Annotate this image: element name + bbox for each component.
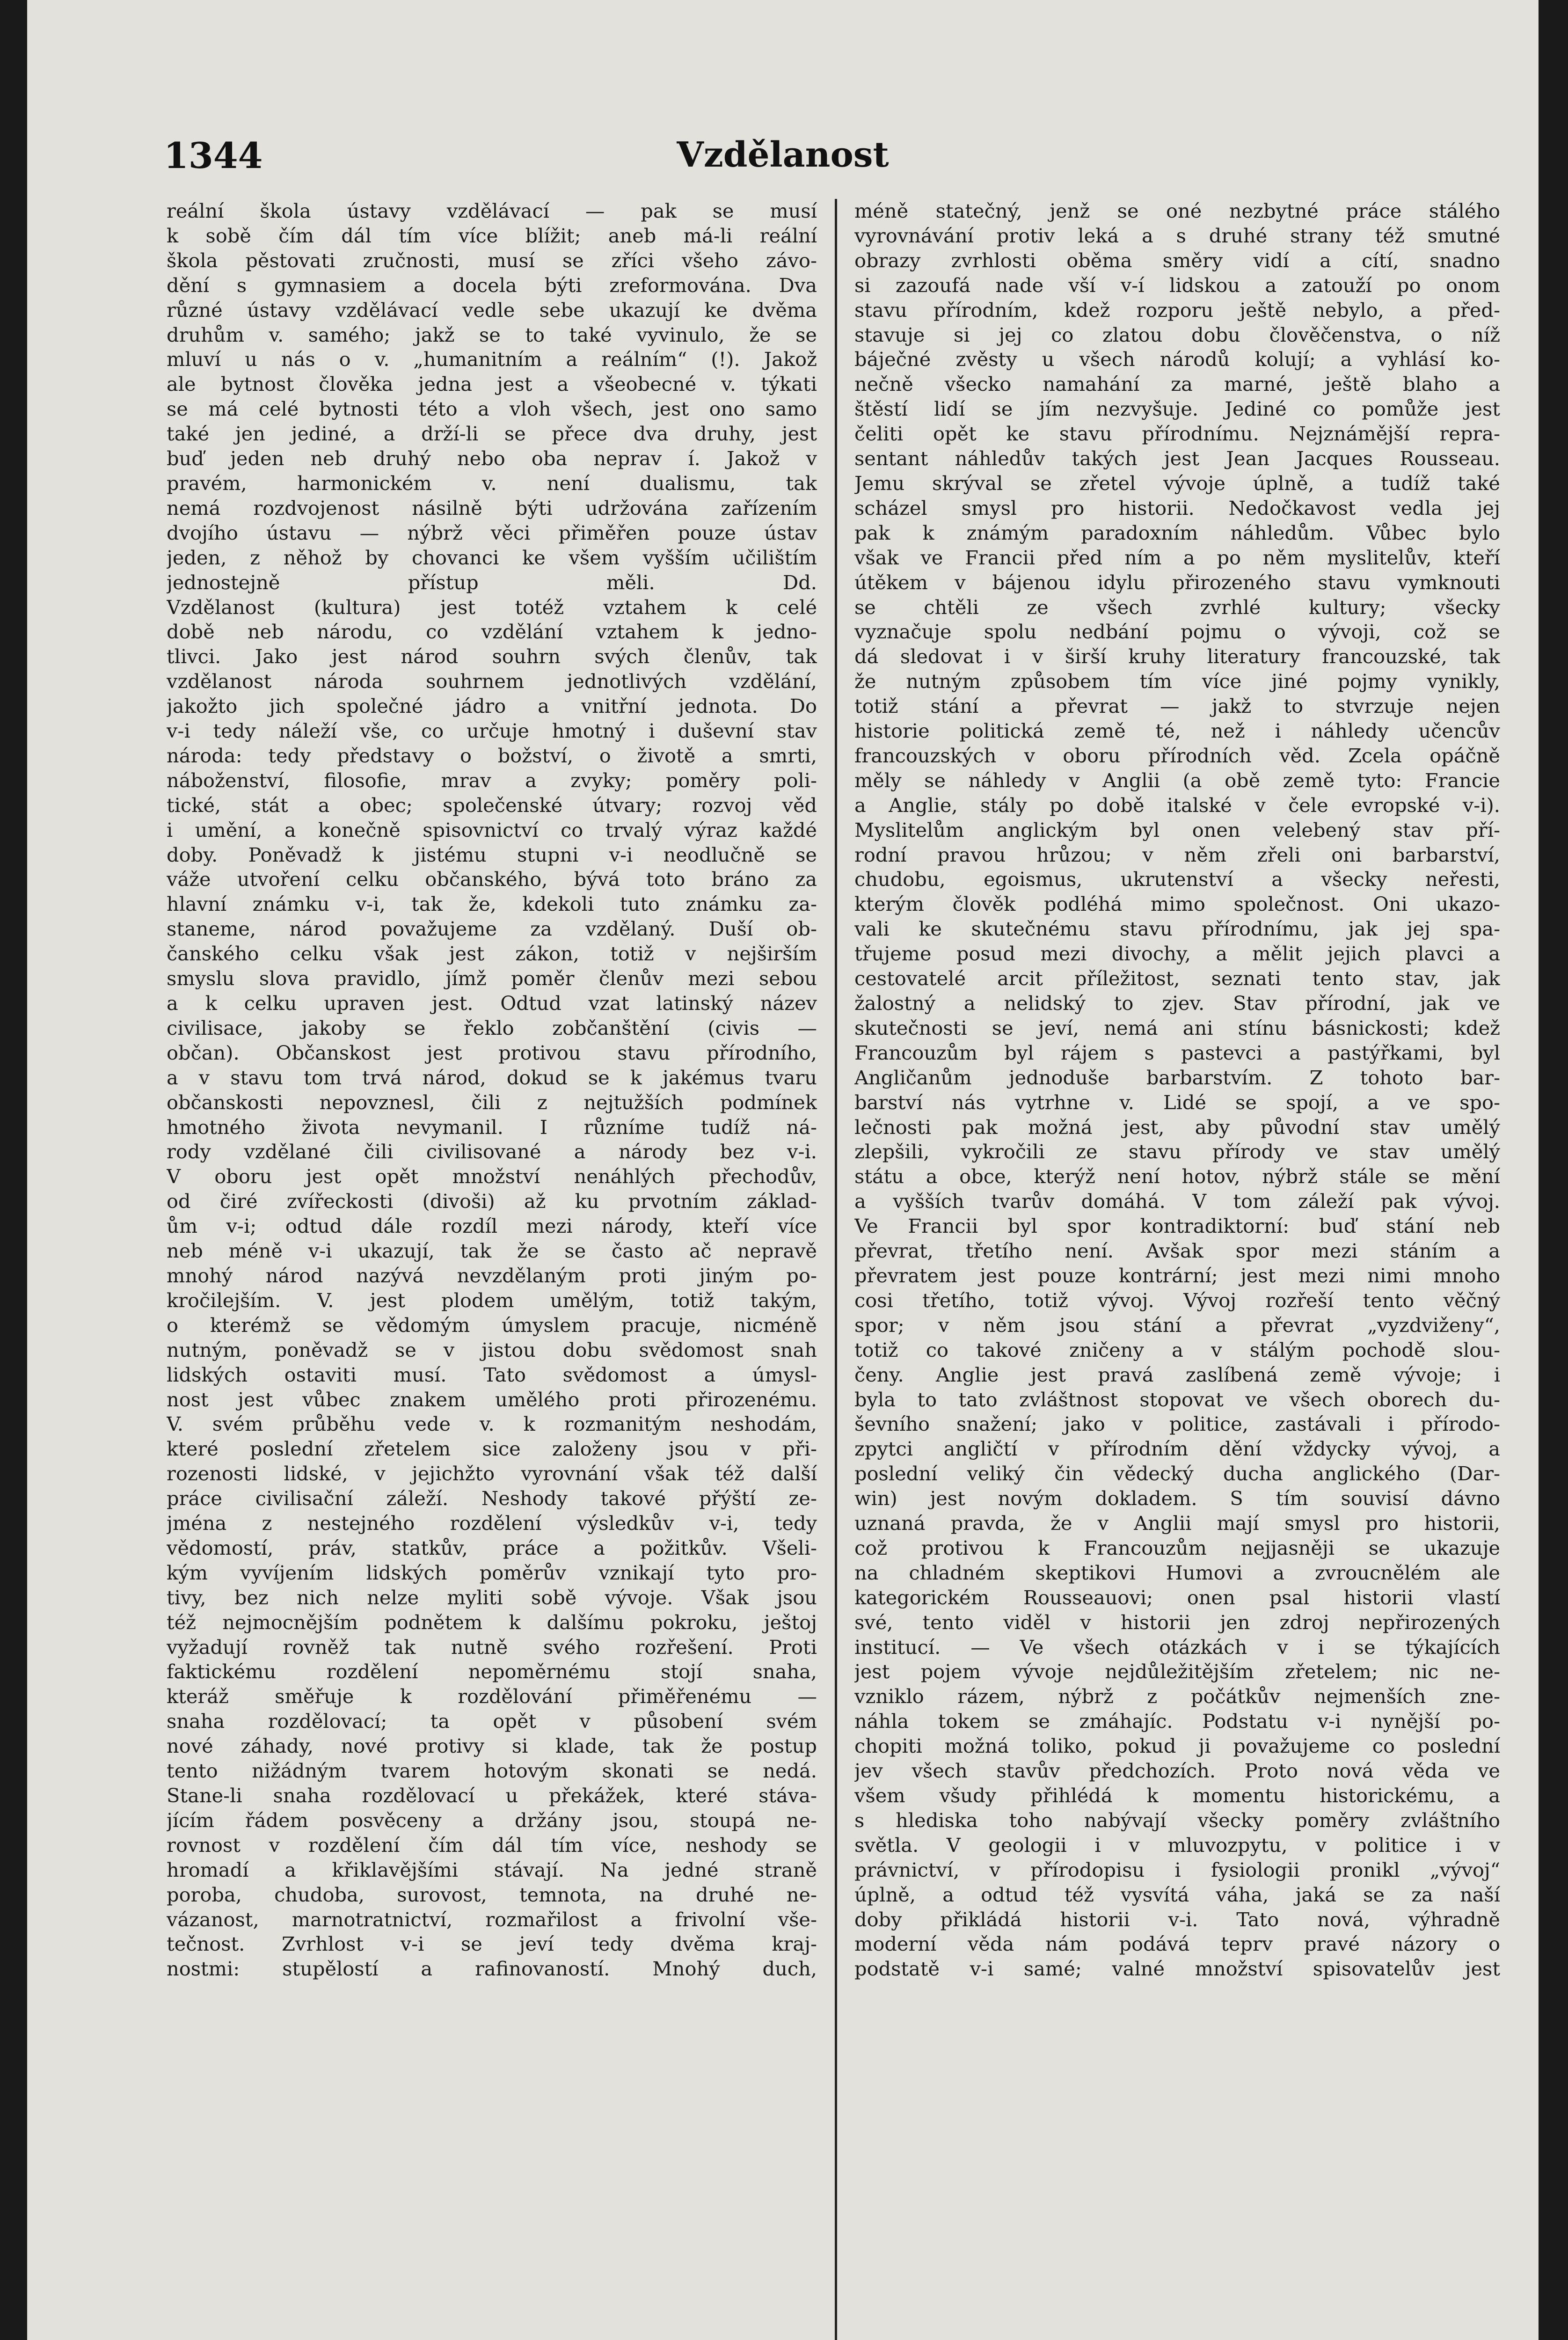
text-line: škola pěstovati zručnosti, musí se zříci všeho závo- bbox=[167, 249, 817, 272]
text-line: Angličanům jednoduše barbarstvím. Z tohoto bar- bbox=[854, 1066, 1500, 1089]
text-line: jest pojem vývoje nejdůležitějším zřetelem; nic ne- bbox=[854, 1660, 1500, 1683]
text-line: Jemu skrýval se zřetel vývoje úplně, a tudíž také bbox=[854, 471, 1500, 495]
text-line: o kterémž se vědomým úmyslem pracuje, nicméně bbox=[167, 1313, 817, 1337]
text-line: rodní pravou hrůzou; v něm zřeli oni barbarství, bbox=[854, 843, 1500, 866]
text-line: kategorickém Rousseauovi; onen psal historii vlastí bbox=[854, 1586, 1500, 1609]
text-line: byla to tato zvláštnost stopovat ve všech oborech du- bbox=[854, 1388, 1500, 1411]
text-line: tento nižádným tvarem hotovým skonati se nedá. bbox=[167, 1759, 817, 1783]
text-line: nost jest vůbec znakem umělého proti přirozenému. bbox=[167, 1388, 817, 1411]
text-line: moderní věda nám podává teprv pravé názory o bbox=[854, 1932, 1500, 1956]
left-text-column bbox=[167, 199, 817, 2340]
text-line: Myslitelům anglickým byl onen velebený stav pří- bbox=[854, 818, 1500, 841]
text-line: barství nás vytrhne v. Lidé se spojí, a ve spo- bbox=[854, 1090, 1500, 1114]
text-line: které poslední zřetelem sice založeny jsou v při- bbox=[167, 1437, 817, 1461]
text-line: čeliti opět ke stavu přírodnímu. Nejznámější repra- bbox=[854, 422, 1500, 446]
text-line: ale bytnost člověka jedna jest a všeobecné v. týkati bbox=[167, 373, 817, 396]
text-line: uznaná pravda, že v Anglii mají smysl pro historii, bbox=[854, 1512, 1500, 1535]
text-line: institucí. — Ve všech otázkách v i se týkajících bbox=[854, 1635, 1500, 1659]
right-text-column bbox=[854, 199, 1500, 2340]
text-line: nostmi: stupělostí a rafinovaností. Mnohý duch, bbox=[167, 1957, 817, 1981]
text-line: Vzdělanost (kultura) jest totéž vztahem k celé bbox=[167, 595, 817, 619]
text-line: štěstí lidí se jím nezvyšuje. Jediné co pomůže jest bbox=[854, 397, 1500, 421]
text-line: nutným, poněvadž se v jistou dobu svědomost snah bbox=[167, 1338, 817, 1361]
text-line: win) jest novým dokladem. S tím souvisí dávno bbox=[854, 1487, 1500, 1510]
text-line: tické, stát a obec; společenské útvary; rozvoj věd bbox=[167, 793, 817, 817]
text-line: i umění, a konečně spisovnictví co trvalý výraz každé bbox=[167, 818, 817, 841]
text-line: stavuje si jej co zlatou dobu člověčenstva, o níž bbox=[854, 323, 1500, 346]
text-line: jev všech stavův předchozích. Proto nová věda ve bbox=[854, 1759, 1500, 1783]
book-page bbox=[27, 0, 1539, 2340]
text-line: též nejmocnějším podnětem k dalšímu pokroku, ještoj bbox=[167, 1610, 817, 1634]
text-line: lidských ostaviti musí. Tato svědomost a úmysl- bbox=[167, 1363, 817, 1386]
text-line: občan). Občanskost jest protivou stavu přírodního, bbox=[167, 1041, 817, 1064]
text-line: národa: tedy představy o božství, o životě a smrti, bbox=[167, 744, 817, 767]
text-line: náhla tokem se zmáhajíc. Podstatu v-i nynější po- bbox=[854, 1710, 1500, 1733]
text-line: s hlediska toho nabývají všecky poměry zvláštního bbox=[854, 1808, 1500, 1832]
text-line: staneme, národ považujeme za vzdělaný. Duší ob- bbox=[167, 917, 817, 941]
text-line: obrazy zvrhlosti oběma směry vidí a cítí, snadno bbox=[854, 249, 1500, 272]
text-line: kterým člověk podléhá mimo společnost. Oni ukazo- bbox=[854, 892, 1500, 916]
text-line: třujeme posud mezi divochy, a mělit jejich plavci a bbox=[854, 942, 1500, 965]
text-line: převratem jest pouze kontrární; jest mezi nimi mnoho bbox=[854, 1264, 1500, 1287]
text-line: také jen jediné, a drží-li se přece dva druhy, jest bbox=[167, 422, 817, 446]
text-line: podstatě v-i samé; valné množství spisovatelův jest bbox=[854, 1957, 1500, 1981]
text-line: vyznačuje spolu nedbání pojmu o vývoji, což se bbox=[854, 620, 1500, 644]
text-line: v-i tedy náleží vše, co určuje hmotný i duševní stav bbox=[167, 719, 817, 743]
text-line: skutečnosti se jeví, nemá ani stínu básnickosti; kdež bbox=[854, 1016, 1500, 1039]
text-line: faktickému rozdělení nepoměrnému stojí snaha, bbox=[167, 1660, 817, 1683]
text-line: ům v-i; odtud dále rozdíl mezi národy, kteří více bbox=[167, 1214, 817, 1238]
text-line: nečně všecko namahání za marné, ještě blaho a bbox=[854, 373, 1500, 396]
scan-border-right bbox=[1539, 0, 1568, 2340]
text-line: stavu přírodním, kdež rozporu ještě nebylo, a před- bbox=[854, 298, 1500, 322]
text-line: váže utvoření celku občanského, bývá toto bráno za bbox=[167, 868, 817, 891]
text-line: totiž co takové zničeny a v stálým pochodě slou- bbox=[854, 1338, 1500, 1361]
text-line: báječné zvěsty u všech národů kolují; a vyhlásí ko- bbox=[854, 348, 1500, 371]
text-line: světla. V geologii i v mluvozpytu, v politice i v bbox=[854, 1833, 1500, 1857]
text-line: úplně, a odtud též vysvítá váha, jaká se za naší bbox=[854, 1883, 1500, 1906]
text-line: však ve Francii před ním a po něm myslitelův, kteří bbox=[854, 546, 1500, 569]
text-line: ševního snažení; jako v politice, zastávali i přírodo- bbox=[854, 1412, 1500, 1436]
text-line: zlepšili, vykročili ze stavu přírody ve stav umělý bbox=[854, 1140, 1500, 1163]
text-line: pak k známým paradoxním náhledům. Vůbec bylo bbox=[854, 521, 1500, 544]
text-line: a k celku upraven jest. Odtud vzat latinský název bbox=[167, 992, 817, 1015]
text-line: sentant náhledův takých jest Jean Jacques Rousseau. bbox=[854, 447, 1500, 470]
text-line: V. svém průběhu vede v. k rozmanitým neshodám, bbox=[167, 1412, 817, 1436]
text-line: poslední veliký čin vědecký ducha anglického (Dar- bbox=[854, 1462, 1500, 1485]
text-line: tlivci. Jako jest národ souhrn svých členův, tak bbox=[167, 645, 817, 668]
text-line: a v stavu tom trvá národ, dokud se k jakémus tvaru bbox=[167, 1066, 817, 1089]
text-line: jednostejně přístup měli. Dd. bbox=[167, 570, 817, 594]
text-line: převrat, třetího není. Avšak spor mezi stáním a bbox=[854, 1239, 1500, 1263]
text-line: rozenosti lidské, v jejichžto vyrovnání však též další bbox=[167, 1462, 817, 1485]
column-divider bbox=[835, 199, 837, 2340]
text-line: státu a obce, kterýž není hotov, nýbrž stále se mění bbox=[854, 1165, 1500, 1188]
text-line: hlavní známku v-i, tak že, kdekoli tuto známku za- bbox=[167, 892, 817, 916]
text-line: V oboru jest opět množství nenáhlých přechodův, bbox=[167, 1165, 817, 1188]
text-line: čeny. Anglie jest pravá zaslíbená země vývoje; i bbox=[854, 1363, 1500, 1386]
text-line: útěkem v bájenou idylu přirozeného stavu vymknouti bbox=[854, 570, 1500, 594]
text-line: právnictví, v přírodopisu i fysiologii pronikl „vývoj“ bbox=[854, 1858, 1500, 1881]
text-line: chopiti možná toliko, pokud ji považujeme co poslední bbox=[854, 1734, 1500, 1758]
text-line: doby. Poněvadž k jistému stupni v-i neodlučně se bbox=[167, 843, 817, 866]
text-line: druhům v. samého; jakž se to také vyvinulo, že se bbox=[167, 323, 817, 346]
text-line: totiž stání a převrat — jakž to stvrzuje nejen bbox=[854, 695, 1500, 718]
text-line: reální škola ústavy vzdělávací — pak se musí bbox=[167, 199, 817, 222]
text-line: neb méně v-i ukazují, tak že se často ač nepravě bbox=[167, 1239, 817, 1263]
text-line: Ve Francii byl spor kontradiktorní: buď stání neb bbox=[854, 1214, 1500, 1238]
text-line: Francouzům byl rájem s pastevci a pastýřkami, byl bbox=[854, 1041, 1500, 1064]
text-line: lečnosti pak možná jest, aby původní stav umělý bbox=[854, 1115, 1500, 1139]
text-line: k sobě čím dál tím více blížit; aneb má-li reální bbox=[167, 224, 817, 247]
text-line: různé ústavy vzdělávací vedle sebe ukazují ke dvěma bbox=[167, 298, 817, 322]
text-line: Stane-li snaha rozdělovací u překážek, které stáva- bbox=[167, 1784, 817, 1807]
text-line: si zazoufá nade vší v-í lidskou a zatouží po onom bbox=[854, 273, 1500, 297]
text-line: vázanost, marnotratnictví, rozmařilost a frivolní vše- bbox=[167, 1908, 817, 1931]
text-line: pravém, harmonickém v. není dualismu, tak bbox=[167, 471, 817, 495]
text-line: rovnost v rozdělení čím dál tím více, neshody se bbox=[167, 1833, 817, 1857]
text-line: že nutným způsobem tím více jiné pojmy vynikly, bbox=[854, 670, 1500, 693]
text-line: nemá rozdvojenost násilně býti udržována zařízením bbox=[167, 496, 817, 519]
text-line: čanského celku však jest zákon, totiž v nejširším bbox=[167, 942, 817, 965]
text-line: cestovatelé arcit příležitost, seznati tento stav, jak bbox=[854, 967, 1500, 990]
text-line: jakožto jich společné jádro a vnitřní jednota. Do bbox=[167, 695, 817, 718]
text-line: což protivou k Francouzům nejjasněji se ukazuje bbox=[854, 1536, 1500, 1559]
text-line: žalostný a nelidský to zjev. Stav přírodní, jak ve bbox=[854, 992, 1500, 1015]
text-line: jeden, z něhož by chovanci ke všem vyšším učilištím bbox=[167, 546, 817, 569]
text-line: době neb národu, co vzdělání vztahem k jedno- bbox=[167, 620, 817, 644]
text-line: dvojího ústavu — nýbrž věci přiměřen pouze ústav bbox=[167, 521, 817, 544]
text-line: a Anglie, stály po době italské v čele evropské v-i). bbox=[854, 793, 1500, 817]
text-line: smyslu slova pravidlo, jímž poměr členův mezi sebou bbox=[167, 967, 817, 990]
text-line: vali ke skutečnému stavu přírodnímu, jak jej spa- bbox=[854, 917, 1500, 941]
text-line: jména z nestejného rozdělení výsledkův v-i, tedy bbox=[167, 1512, 817, 1535]
text-line: občanskosti nepovznesl, čili z nejtužších podmínek bbox=[167, 1090, 817, 1114]
text-line: poroba, chudoba, surovost, temnota, na druhé ne- bbox=[167, 1883, 817, 1906]
text-line: jícím řádem posvěceny a držány jsou, stoupá ne- bbox=[167, 1808, 817, 1832]
text-line: snaha rozdělovací; ta opět v působení svém bbox=[167, 1710, 817, 1733]
text-line: kročilejším. V. jest plodem umělým, totiž takým, bbox=[167, 1288, 817, 1312]
text-line: na chladném skeptikovi Humovi a zvroucnělém ale bbox=[854, 1561, 1500, 1584]
text-line: práce civilisační záleží. Neshody takové přýští ze- bbox=[167, 1487, 817, 1510]
text-line: doby přikládá historii v-i. Tato nová, výhradně bbox=[854, 1908, 1500, 1931]
running-head-title: Vzdělanost bbox=[677, 135, 889, 175]
text-line: a vyšších tvarův domáhá. V tom záleží pak vývoj. bbox=[854, 1190, 1500, 1213]
text-line: cosi třetího, totiž vývoj. Vývoj rozřeší tento věčný bbox=[854, 1288, 1500, 1312]
scan-border-left bbox=[0, 0, 27, 2340]
text-line: vzniklo rázem, nýbrž z počátkův nejmenších zne- bbox=[854, 1685, 1500, 1708]
text-line: náboženství, filosofie, mrav a zvyky; poměry poli- bbox=[167, 768, 817, 792]
text-line: od čiré zvířeckosti (divoši) až ku prvotním základ- bbox=[167, 1190, 817, 1213]
text-line: mnohý národ nazývá nevzdělaným proti jiným po- bbox=[167, 1264, 817, 1287]
text-line: rody vzdělané čili civilisované a národy bez v-i. bbox=[167, 1140, 817, 1163]
text-line: se chtěli ze všech zvrhlé kultury; všecky bbox=[854, 595, 1500, 619]
page-number: 1344 bbox=[164, 135, 263, 176]
text-line: dá sledovat i v širší kruhy literatury francouzské, tak bbox=[854, 645, 1500, 668]
text-line: francouzských v oboru přírodních věd. Zcela opáčně bbox=[854, 744, 1500, 767]
text-line: měly se náhledy v Anglii (a obě země tyto: Francie bbox=[854, 768, 1500, 792]
text-line: své, tento viděl v historii jen zdroj nepřirozených bbox=[854, 1610, 1500, 1634]
text-line: spor; v něm jsou stání a převrat „vyzdviženy“, bbox=[854, 1313, 1500, 1337]
text-line: mluví u nás o v. „humanitním a reálním“ (!). Jakož bbox=[167, 348, 817, 371]
text-line: vyžadují rovněž tak nutně svého rozřešení. Proti bbox=[167, 1635, 817, 1659]
text-line: vědomostí, práv, statkův, práce a požitkův. Všeli- bbox=[167, 1536, 817, 1559]
text-line: zpytci angličtí v přírodním dění vždycky vývoj, a bbox=[854, 1437, 1500, 1461]
text-line: buď jeden neb druhý nebo oba neprav í. Jakož v bbox=[167, 447, 817, 470]
text-line: chudobu, egoismus, ukrutenství a všecky neřesti, bbox=[854, 868, 1500, 891]
text-line: historie politická země té, než i náhledy učencův bbox=[854, 719, 1500, 743]
text-line: tečnost. Zvrhlost v-i se jeví tedy dvěma kraj- bbox=[167, 1932, 817, 1956]
text-line: kým vyvíjením lidských poměrův vznikají tyto pro- bbox=[167, 1561, 817, 1584]
text-line: kteráž směřuje k rozdělování přiměřenému — bbox=[167, 1685, 817, 1708]
text-line: dění s gymnasiem a docela býti zreformována. Dva bbox=[167, 273, 817, 297]
text-line: vzdělanost národa souhrnem jednotlivých vzdělání, bbox=[167, 670, 817, 693]
text-line: nové záhady, nové protivy si klade, tak že postup bbox=[167, 1734, 817, 1758]
text-line: tivy, bez nich nelze myliti sobě vývoje. Však jsou bbox=[167, 1586, 817, 1609]
text-line: se má celé bytnosti této a vloh všech, jest ono samo bbox=[167, 397, 817, 421]
text-line: scházel smysl pro historii. Nedočkavost vedla jej bbox=[854, 496, 1500, 519]
text-line: vyrovnávání protiv leká a s druhé strany též smutné bbox=[854, 224, 1500, 247]
text-line: všem všudy přihlédá k momentu historickému, a bbox=[854, 1784, 1500, 1807]
text-line: hmotného života nevymanil. I různíme tudíž ná- bbox=[167, 1115, 817, 1139]
text-line: méně statečný, jenž se oné nezbytné práce stálého bbox=[854, 199, 1500, 222]
text-line: civilisace, jakoby se řeklo zobčanštění (civis — bbox=[167, 1016, 817, 1039]
text-line: hromadí a křiklavějšími stávají. Na jedné straně bbox=[167, 1858, 817, 1881]
